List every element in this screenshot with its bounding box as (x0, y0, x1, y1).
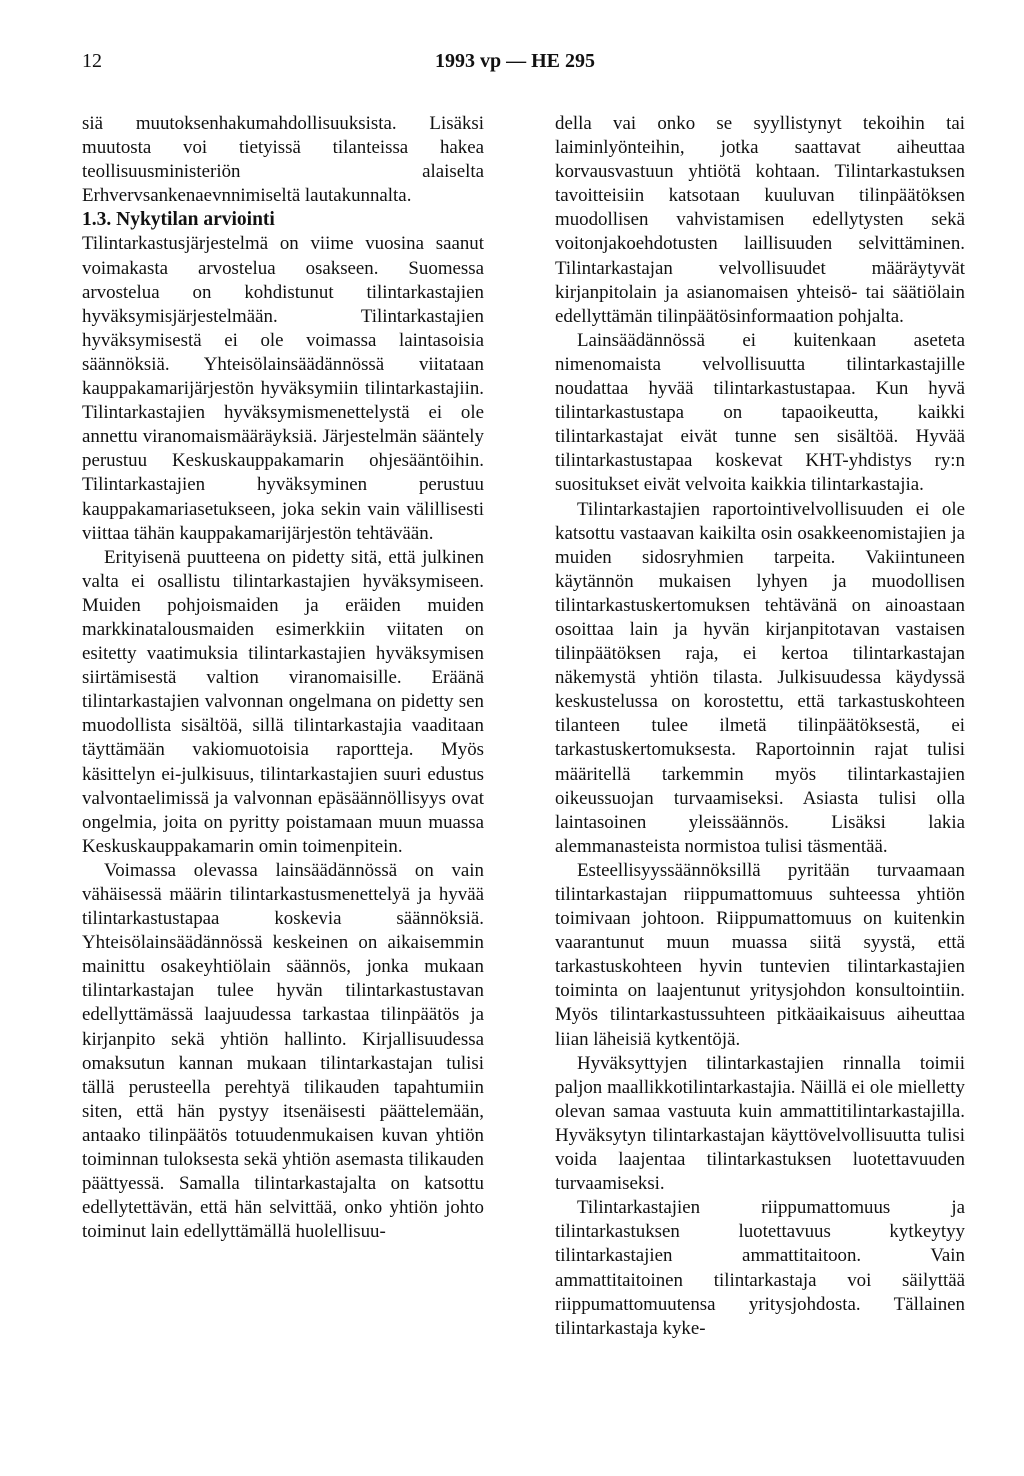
paragraph: Esteellisyyssäännöksillä pyritään turvaamaan tilintarkastajan riippumattomuus suhteessa yhtiön toimivaan johtoon. Riippumattomuus on kuitenkin vaarantunut muun muassa siitä syystä, että tarkastuskohteen hyvin tuntevien tilintarkastajien toiminta on laajentunut yritysjohdon konsultointiin. Myös tilintarkastussuhteen pitkäaikaisuus aiheuttaa liian läheisiä kytkentöjä. (555, 859, 965, 1050)
paragraph: Erityisenä puutteena on pidetty sitä, että julkinen valta ei osallistu tilintarkastajien hyväksymiseen. Muiden pohjoismaiden ja eräiden muiden markkinatalousmaiden esimerkkiin viitaten on esitetty vaatimuksia tilintarkastajien hyväksymisen siirtämisestä valtion viranomaisille. Eräänä tilintarkastajien valvonnan ongelmana on pidetty sen muodollista sisältöä, sillä tilintarkastajia vaaditaan täyttämään vakiomuotoisia raportteja. Myös käsittelyn ei-julkisuus, tilintarkastajien suuri edustus valvontaelimissä ja valvonnan epäsäännöllisyys ovat ongelmia, joita on pyritty poistamaan muun muassa Keskuskauppakamarin omin toimenpitein. (82, 546, 484, 857)
left-column (82, 112, 484, 1244)
page-header (82, 50, 948, 80)
section-heading: 1.3. Nykytilan arviointi (82, 209, 275, 231)
paragraph: Voimassa olevassa lainsäädännössä on vain vähäisessä määrin tilintarkastusmenettelyä ja hyvää tilintarkastustapaa koskevia säännöksiä. Yhteisölainsäädännössä keskeinen on aikaisemmin mainittu osakeyhtiölain säännös, jonka mukaan tilintarkastajan tulee hyvän tilintarkastustavan edellyttämässä laajuudessa tarkastaa tilinpäätös ja kirjanpito sekä yhtiön hallinto. Kirjallisuudessa omaksutun kannan mukaan tilintarkastajan tulisi tällä perusteella perehtyä tilikauden tapahtumiin siten, että hän pystyy itsenäisesti päättelemään, antaako tilinpäätös totuudenmukaisen kuvan yhtiön toiminnan tuloksesta sekä yhtiön asemasta tilikauden päättyessä. Samalla tilintarkastajalta on katsottu edellytettävän, että hän selvittää, onko yhtiön johto toiminut lain edellyttämällä huolellisuu- (82, 859, 484, 1243)
paragraph: Tilintarkastusjärjestelmä on viime vuosina saanut voimakasta arvostelua osakseen. Suomessa arvostelua on kohdistunut tilintarkastajien hyväksymisjärjestelmään. Tilintarkastajien hyväksymisestä ei ole voimassa laintasoisia säännöksiä. Yhteisölainsäädännössä viitataan kauppakamarijärjestön hyväksymiin tilintarkastajiin. Tilintarkastajien hyväksymismenettelystä ei ole annettu viranomaismääräyksiä. Järjestelmän sääntely perustuu Keskuskauppakamarin ohjesääntöihin. Tilintarkastajien hyväksyminen perustuu kauppakamariasetukseen, joka sekin vain välillisesti viittaa tähän kauppakamarijärjestön tehtävään. (82, 233, 484, 544)
paragraph: Tilintarkastajien raportointivelvollisuuden ei ole katsottu vastaavan kaikilta osin osakkeenomistajien ja muiden sidosryhmien tarpeita. Vakiintuneen käytännön mukaisen lyhyen ja muodollisen tilintarkastuskertomuksen tehtävänä on ainoastaan osoittaa lain ja hyvän kirjanpitotavan vastaisen tilinpäätöksen raja, ei kertoa tilintarkastajan näkemystä yhtiön tilasta. Julkisuudessa käydyssä keskustelussa on korostettu, että tarkastuskohteen tilanteen tulee ilmetä tilinpäätöksestä, ei tarkastuskertomuksesta. Raportoinnin rajat tulisi määritellä tarkemmin myös tilintarkastajien oikeussuojan turvaamiseksi. Asiasta tulisi olla laintasoinen yleissäännös. Lisäksi lakia alemmanasteista normistoa tulisi täsmentää. (555, 498, 965, 857)
paragraph: siä muutoksenhakumahdollisuuksista. Lisäksi muutosta voi tietyissä tilanteissa hakea teollisuusministeriön alaiselta Erhvervsankenaevnnimiseltä lautakunnalta. (82, 113, 484, 207)
paragraph: Tilintarkastajien riippumattomuus ja tilintarkastuksen luotettavuus kytkeytyy tilintarkastajien ammattitaitoon. Vain ammattitaitoinen tilintarkastaja voi säilyttää riippumattomuutensa yritysjohdosta. Tällainen tilintarkastaja kyke- (555, 1197, 965, 1339)
running-title: 1993 vp — HE 295 (434, 50, 596, 72)
page-number: 12 (82, 50, 102, 72)
paragraph: della vai onko se syyllistynyt tekoihin tai laiminlyönteihin, jotka saattavat aiheuttaa korvausvastuun yhtiötä kohtaan. Tilintarkastuksen tavoitteisiin katsotaan kuuluvan tilinpäätöksen muodollisen vahvistamisen edellytysten sekä voitonjakoehdotusten laillisuuden selvittäminen. Tilintarkastajan velvollisuudet määräytyvät kirjanpitolain ja asianomaisen yhteisö- tai säätiölain edellyttämän tilinpäätösinformaation pohjalta. (555, 113, 965, 327)
paragraph: Hyväksyttyjen tilintarkastajien rinnalla toimii paljon maallikkotilintarkastajia. Näillä ei ole mielletty olevan samaa vastuuta kuin ammattitilintarkastajilla. Hyväksytyn tilintarkastajan käyttövelvollisuutta tulisi voida laajentaa tilintarkastuksen luotettavuuden turvaamiseksi. (555, 1052, 965, 1195)
paragraph: Lainsäädännössä ei kuitenkaan aseteta nimenomaista velvollisuutta tilintarkastajille noudattaa hyvää tilintarkastustapaa. Kun hyvä tilintarkastustapa on tapaoikeutta, kaikki tilintarkastajat eivät tunne sen sisältöä. Hyvää tilintarkastustapaa koskevat KHT-yhdistys ry:n suositukset eivät velvoita kaikkia tilintarkastajia. (555, 329, 965, 496)
right-column (555, 112, 965, 1341)
